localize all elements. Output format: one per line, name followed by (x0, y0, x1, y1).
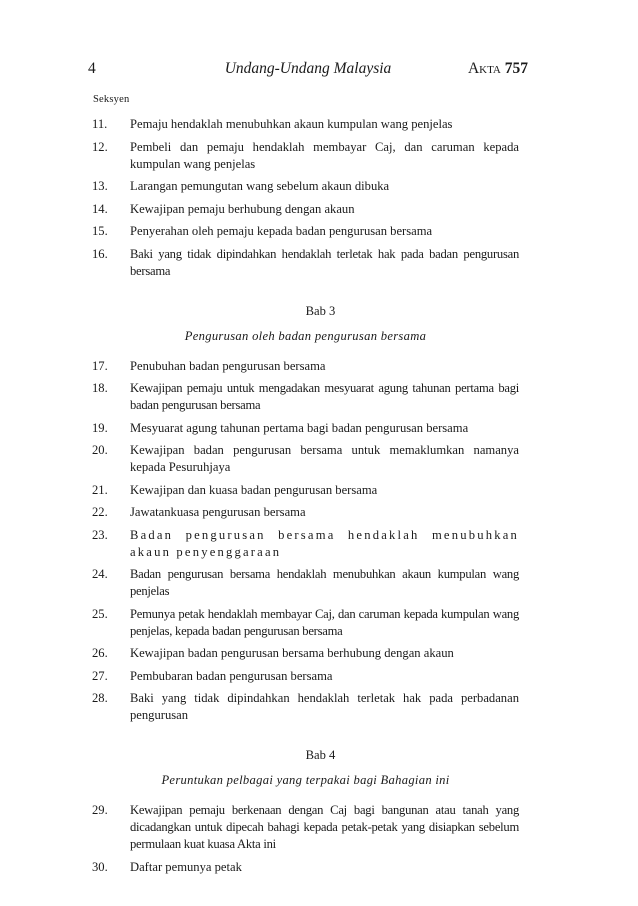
section-title: Daftar pemunya petak (130, 859, 242, 874)
running-title: Undang-Undang Malaysia (224, 60, 392, 77)
section-title: Mesyuarat agung tahunan pertama bagi badan pengurusan bersama (130, 420, 469, 435)
section-number: 14. (92, 201, 108, 216)
toc-entry-14 (92, 201, 519, 218)
section-title: Kewajipan badan pengurusan bersama untuk memaklumkan namanya kepada Pesuruhjaya (130, 443, 519, 474)
section-title: Pemaju hendaklah menubuhkan akaun kumpulan wang penjelas (130, 117, 453, 131)
section-title: Penyerahan oleh pemaju kepada badan pengurusan bersama (130, 224, 433, 238)
section-title: Baki yang tidak dipindahkan hendaklah terletak hak pada perbadanan pengurusan (130, 691, 519, 722)
section-number: 13. (92, 179, 108, 193)
toc-entry-13 (92, 178, 519, 195)
section-number: 20. (92, 443, 108, 457)
section-column-label: Seksyen (93, 94, 130, 105)
toc-entry-11 (92, 116, 519, 133)
page-header (88, 60, 528, 84)
section-number: 23. (92, 527, 108, 542)
toc-entry-22 (92, 504, 519, 521)
section-title: Pembubaran badan pengurusan bersama (130, 668, 333, 683)
toc-entry-30 (92, 859, 519, 876)
toc-entry-26 (92, 645, 519, 662)
toc-entry-20 (92, 442, 519, 476)
section-number: 11. (92, 117, 108, 131)
section-title: Kewajipan pemaju untuk mengadakan mesyuarat agung tahunan pertama bagi badan pengurusan bersama (130, 381, 519, 412)
section-number: 22. (92, 505, 108, 519)
toc-entry-18 (92, 380, 519, 414)
toc-entry-28 (92, 690, 519, 724)
section-number: 15. (92, 224, 108, 238)
section-number: 27. (92, 668, 108, 683)
toc-entry-25 (92, 606, 519, 640)
section-title: Kewajipan dan kuasa badan pengurusan bersama (130, 482, 378, 497)
table-of-contents (92, 116, 519, 881)
toc-entry-16 (92, 246, 519, 280)
section-number: 26. (92, 646, 108, 660)
toc-entry-17 (92, 358, 519, 375)
section-title: Pemunya petak hendaklah membayar Caj, dan caruman kepada kumpulan wang penjelas, kepada badan pengurusan bersama (130, 606, 519, 638)
toc-entry-15 (92, 223, 519, 240)
section-number: 25. (92, 606, 108, 621)
section-number: 16. (92, 246, 108, 261)
section-number: 28. (92, 691, 108, 705)
chapter-4-title: Peruntukan pelbagai yang terpakai bagi Bahagian ini (161, 773, 450, 787)
chapter-3-title: Pengurusan oleh badan pengurusan bersama (184, 328, 427, 343)
section-title: Penubuhan badan pengurusan bersama (130, 358, 326, 373)
section-number: 29. (92, 803, 108, 817)
toc-entry-23 (92, 527, 519, 561)
section-title: Pembeli dan pemaju hendaklah membayar Caj, dan caruman kepada kumpulan wang penjelas (130, 139, 519, 171)
toc-entry-21 (92, 482, 519, 499)
section-title: Badan pengurusan bersama hendaklah menubuhkan akaun penyenggaraan (130, 527, 519, 559)
section-number: 30. (92, 859, 108, 874)
section-number: 12. (92, 139, 108, 154)
toc-entry-24 (92, 566, 519, 600)
act-number: 757 (504, 60, 528, 77)
section-title: Kewajipan pemaju berhubung dengan akaun (130, 201, 355, 216)
toc-entry-29 (92, 802, 519, 853)
section-number: 19. (92, 420, 108, 435)
section-number: 24. (92, 567, 108, 581)
toc-entry-19 (92, 420, 519, 437)
page-number: 4 (88, 60, 96, 77)
section-title: Larangan pemungutan wang sebelum akaun dibuka (130, 179, 390, 193)
act-label: Akta (467, 60, 501, 77)
section-title: Badan pengurusan bersama hendaklah menubuhkan akaun kumpulan wang penjelas (130, 567, 519, 598)
section-number: 17. (92, 358, 108, 373)
toc-entry-12 (92, 139, 519, 173)
section-number: 18. (92, 381, 108, 395)
chapter-3-label: Bab 3 (305, 303, 336, 318)
toc-entry-27 (92, 668, 519, 685)
section-title: Kewajipan badan pengurusan bersama berhubung dengan akaun (130, 646, 454, 660)
section-title: Kewajipan pemaju berkenaan dengan Caj bagi bangunan atau tanah yang dicadangkan untuk dipecah bahagi kepada petak-petak yang disiapkan sebelum permulaan kuat kuasa Akta ini (130, 803, 519, 851)
section-title: Baki yang tidak dipindahkan hendaklah terletak hak pada badan pengurusan bersama (130, 246, 519, 278)
section-number: 21. (92, 482, 108, 497)
act-reference (468, 60, 528, 78)
section-title: Jawatankuasa pengurusan bersama (130, 505, 306, 519)
chapter-4-label: Bab 4 (305, 748, 336, 762)
